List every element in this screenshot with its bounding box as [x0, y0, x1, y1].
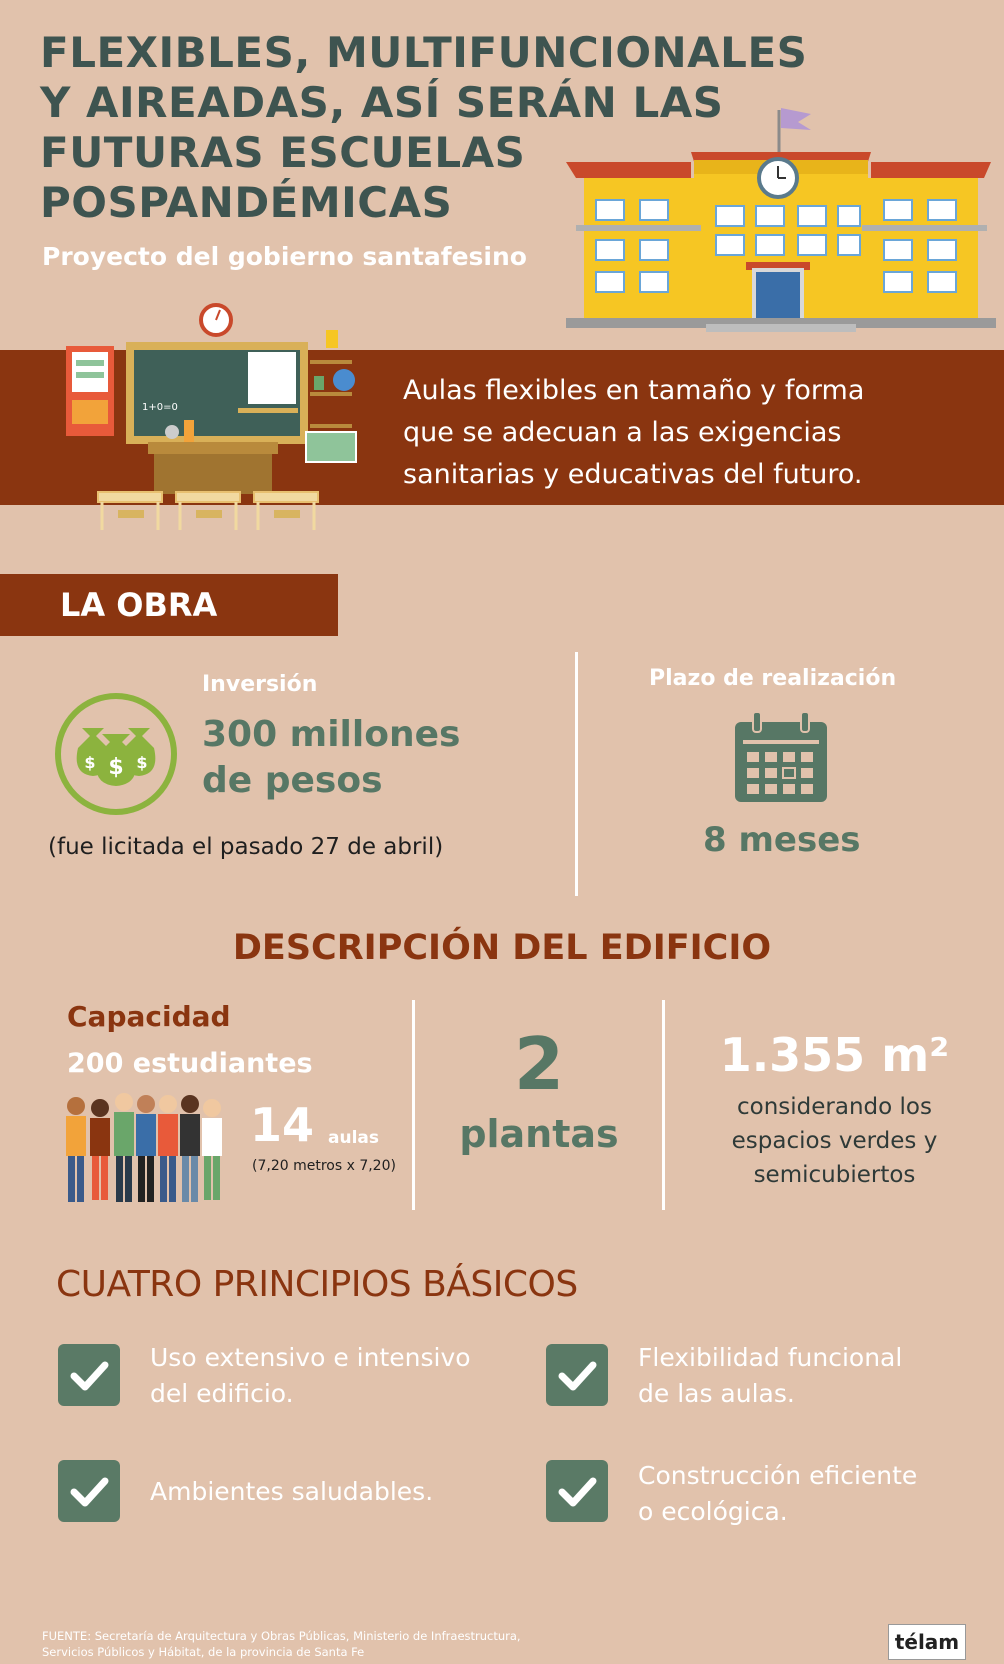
title-line-1: FLEXIBLES, MULTIFUNCIONALES — [40, 28, 808, 77]
obra-section-header — [0, 574, 338, 636]
superficie-line-3: semicubiertos — [753, 1162, 916, 1188]
band-line-3: sanitarias y educativas del futuro. — [403, 459, 863, 490]
inversion-value-line-1: 300 millones — [202, 714, 461, 755]
principle-line: o ecológica. — [638, 1497, 788, 1526]
superficie-line-1: considerando los — [737, 1094, 932, 1120]
principle-line: Ambientes saludables. — [150, 1477, 434, 1506]
source-line-2: Servicios Públicos y Hábitat, de la provincia de Santa Fe — [42, 1645, 365, 1659]
band-line-1: Aulas flexibles en tamaño y forma — [403, 375, 865, 406]
subtitle: Proyecto del gobierno santafesino — [42, 242, 527, 271]
school-building-icon — [566, 100, 996, 335]
plantas-label: plantas — [459, 1112, 619, 1156]
calendar-icon — [733, 712, 829, 804]
students-group-icon — [60, 1092, 240, 1208]
plazo-value: 8 meses — [703, 820, 861, 860]
title-line-2: Y AIREADAS, ASÍ SERÁN LAS — [40, 78, 724, 127]
check-box — [546, 1460, 608, 1522]
svg-text:$: $ — [84, 753, 96, 772]
inversion-value — [202, 712, 460, 804]
aulas-label: aulas — [328, 1128, 379, 1148]
title-line-4: POSPANDÉMICAS — [40, 178, 453, 227]
obra-section-title: LA OBRA — [60, 586, 218, 624]
superficie-line-2: espacios verdes y — [731, 1128, 938, 1154]
telam-logo: télam — [888, 1624, 966, 1660]
aulas-size: (7,20 metros x 7,20) — [252, 1158, 396, 1174]
inversion-value-line-2: de pesos — [202, 760, 383, 801]
check-icon — [546, 1460, 608, 1522]
plazo-label: Plazo de realización — [649, 666, 897, 691]
principle-line: Uso extensivo e intensivo — [150, 1343, 471, 1372]
divider — [575, 652, 578, 896]
principle-line: Flexibilidad funcional — [638, 1343, 903, 1372]
svg-text:$: $ — [108, 755, 124, 780]
check-icon — [58, 1344, 120, 1406]
principios-title: CUATRO PRINCIPIOS BÁSICOS — [56, 1264, 578, 1305]
title-line-3: FUTURAS ESCUELAS — [40, 128, 526, 177]
plantas-number: 2 — [513, 1022, 565, 1106]
principle-line: de las aulas. — [638, 1379, 795, 1408]
check-box — [58, 1460, 120, 1522]
principle-item — [638, 1458, 917, 1530]
superficie-value: 1.355 m² — [719, 1028, 950, 1082]
money-bags-icon — [52, 690, 180, 818]
descripcion-title: DESCRIPCIÓN DEL EDIFICIO — [232, 928, 772, 968]
inversion-note: (fue licitada el pasado 27 de abril) — [48, 834, 444, 860]
aulas-number: 14 — [250, 1098, 315, 1152]
check-box — [546, 1344, 608, 1406]
band-line-2: que se adecuan a las exigencias — [403, 417, 842, 448]
classroom-icon — [62, 300, 372, 535]
principle-item — [150, 1474, 433, 1510]
capacidad-label: Capacidad — [67, 1000, 231, 1033]
check-icon — [58, 1460, 120, 1522]
check-box — [58, 1344, 120, 1406]
principle-line: del edificio. — [150, 1379, 294, 1408]
band-text — [403, 370, 963, 496]
source-line-1: FUENTE: Secretaría de Arquitectura y Obras Públicas, Ministerio de Infraestructura, — [42, 1629, 521, 1643]
principle-item — [150, 1340, 471, 1412]
inversion-label: Inversión — [202, 672, 318, 697]
check-icon — [546, 1344, 608, 1406]
principle-line: Construcción eficiente — [638, 1461, 918, 1490]
svg-text:$: $ — [136, 753, 148, 772]
superficie-description — [665, 1090, 1004, 1192]
principle-item — [638, 1340, 902, 1412]
svg-text:1+0=0: 1+0=0 — [142, 402, 178, 413]
capacidad-value: 200 estudiantes — [67, 1048, 313, 1079]
source-note — [42, 1628, 521, 1660]
